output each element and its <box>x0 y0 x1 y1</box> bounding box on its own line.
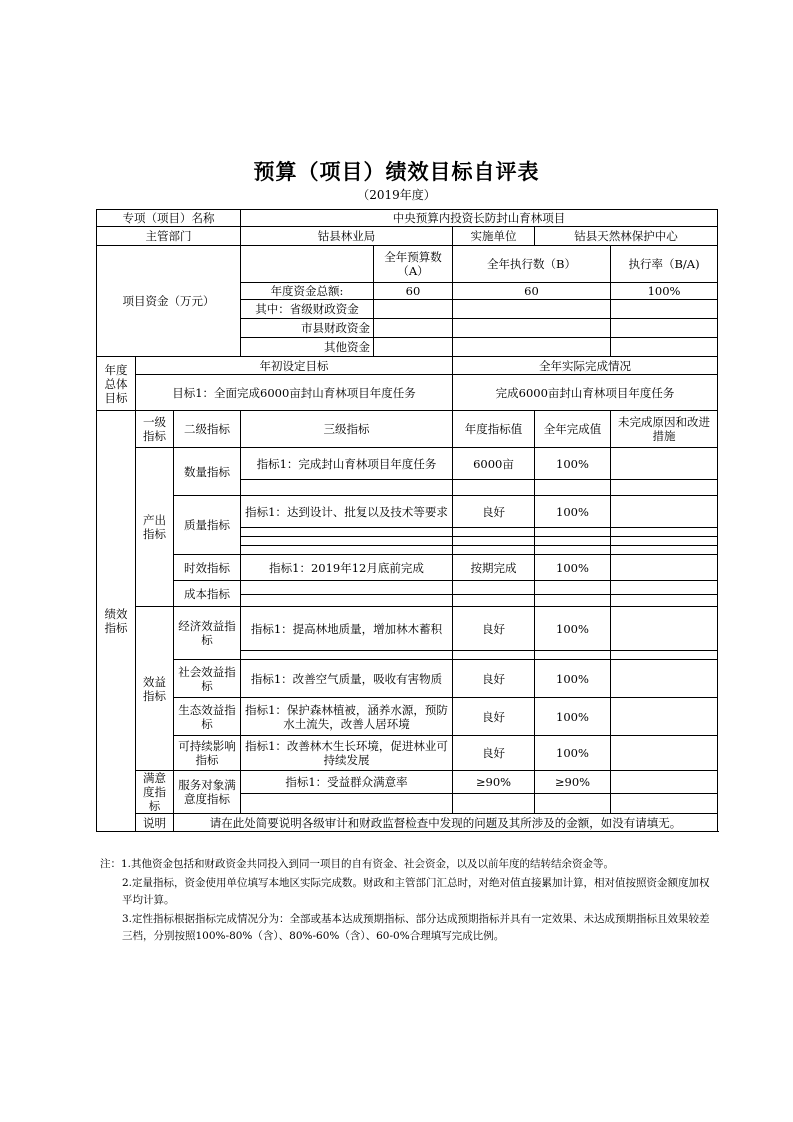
funds-label: 项目资金（万元） <box>97 246 241 357</box>
goals-set-text: 目标1：全面完成6000亩封山育林项目年度任务 <box>136 375 453 411</box>
ecological-target: 良好 <box>453 698 535 736</box>
social-target: 良好 <box>453 660 535 698</box>
funds-total-exec: 60 <box>453 283 611 300</box>
sustainable-indicator-label: 可持续影响指标 <box>174 736 241 771</box>
funds-col-exec: 全年执行数（B） <box>453 246 611 283</box>
timeliness-indicator-text: 指标1：2019年12月底前完成 <box>241 555 453 581</box>
sustainable-indicator-text: 指标1：改善林木生长环境，促进林业可持续发展 <box>241 736 453 771</box>
footnotes <box>100 856 710 947</box>
quantity-target: 6000亩 <box>453 448 535 480</box>
indicators-h6: 未完成原因和改进措施 <box>611 411 718 448</box>
page-title: 预算（项目）绩效目标自评表 <box>253 160 540 184</box>
footnote-2: 2.定量指标，资金使用单位填写本地区实际完成数。财政和主管部门汇总时，对绝对值直接累加计算，相对值按照资金额度加权平均计算。 <box>122 877 710 906</box>
service-target: ≥90% <box>453 771 535 794</box>
indicators-h4: 年度指标值 <box>453 411 535 448</box>
ecological-indicator-text: 指标1：保护森林植被，涵养水源，预防水土流失，改善人居环境 <box>241 698 453 736</box>
footnote-1: 注：1.其他资金包括和财政资金共同投入到同一项目的自有资金、社会资金，以及以前年度的结转结余资金等。 <box>100 858 615 870</box>
satisfaction-indicators-label: 满意度指标 <box>136 771 174 814</box>
economic-actual: 100% <box>535 607 611 651</box>
sustainable-actual: 100% <box>535 736 611 771</box>
evaluation-table <box>96 209 718 832</box>
funds-header-blank <box>241 246 374 283</box>
social-actual: 100% <box>535 660 611 698</box>
effect-indicators-label: 效益指标 <box>136 607 174 771</box>
funds-total-budget: 60 <box>374 283 453 300</box>
quality-indicator-label: 质量指标 <box>174 496 241 555</box>
ecological-indicator-label: 生态效益指标 <box>174 698 241 736</box>
sustainable-target: 良好 <box>453 736 535 771</box>
indicators-section-label: 绩效指标 <box>97 411 136 832</box>
funds-col-budget: 全年预算数（A） <box>374 246 453 283</box>
quality-target: 良好 <box>453 496 535 528</box>
service-indicator-text: 指标1：受益群众满意率 <box>241 771 453 794</box>
timeliness-actual: 100% <box>535 555 611 581</box>
service-indicator-label: 服务对象满意度指标 <box>174 771 241 814</box>
economic-indicator-label: 经济效益指标 <box>174 607 241 660</box>
indicators-h5: 全年完成值 <box>535 411 611 448</box>
goals-set-label: 年初设定目标 <box>136 357 453 375</box>
output-indicators-label: 产出指标 <box>136 448 174 607</box>
goals-actual-label: 全年实际完成情况 <box>453 357 718 375</box>
social-indicator-text: 指标1：改善空气质量，吸收有害物质 <box>241 660 453 698</box>
remark-text: 请在此处简要说明各级审计和财政监督检查中发现的问题及其所涉及的金额，如没有请填无。 <box>174 814 718 832</box>
dept-label: 主管部门 <box>97 227 241 246</box>
indicators-h3: 三级指标 <box>241 411 453 448</box>
economic-indicator-text: 指标1：提高林地质量，增加林木蓄积 <box>241 607 453 651</box>
quantity-indicator-text: 指标1：完成封山育林项目年度任务 <box>241 448 453 480</box>
goals-label: 年度总体目标 <box>97 357 136 411</box>
quantity-actual: 100% <box>535 448 611 480</box>
project-name: 中央预算内投资长防封山育林项目 <box>241 210 718 227</box>
funds-total-label: 年度资金总额: <box>241 283 374 300</box>
quantity-indicator-label: 数量指标 <box>174 448 241 496</box>
indicators-h2: 二级指标 <box>174 411 241 448</box>
funds-city-label: 市县财政资金 <box>241 319 374 338</box>
cost-indicator-label: 成本指标 <box>174 581 241 607</box>
dept-value: 钴县林业局 <box>241 227 453 246</box>
impl-label: 实施单位 <box>453 227 535 246</box>
quality-indicator-text: 指标1：达到设计、批复以及技术等要求 <box>241 496 453 528</box>
funds-col-rate: 执行率（B/A) <box>611 246 718 283</box>
impl-value: 钴县天然林保护中心 <box>535 227 718 246</box>
ecological-actual: 100% <box>535 698 611 736</box>
project-name-label: 专项（项目）名称 <box>97 210 241 227</box>
funds-prov-label: 其中：省级财政资金 <box>241 300 374 319</box>
remark-label: 说明 <box>136 814 174 832</box>
timeliness-indicator-label: 时效指标 <box>174 555 241 581</box>
footnote-3: 3.定性指标根据指标完成情况分为：全部或基本达成预期指标、部分达成预期指标并具有一定效果、未达成预期指标且效果较差三档，分别按照100%-80%（含）、80%-60%（含）、60-0%合理填写完成比例。 <box>122 913 710 942</box>
page-subtitle-year: （2019年度） <box>357 188 436 202</box>
funds-total-rate: 100% <box>611 283 718 300</box>
goals-actual-text: 完成6000亩封山育林项目年度任务 <box>453 375 718 411</box>
economic-target: 良好 <box>453 607 535 651</box>
timeliness-target: 按期完成 <box>453 555 535 581</box>
funds-other-label: 其他资金 <box>241 338 374 357</box>
quality-actual: 100% <box>535 496 611 528</box>
service-actual: ≥90% <box>535 771 611 794</box>
indicators-h1: 一级指标 <box>136 411 174 448</box>
social-indicator-label: 社会效益指标 <box>174 660 241 698</box>
